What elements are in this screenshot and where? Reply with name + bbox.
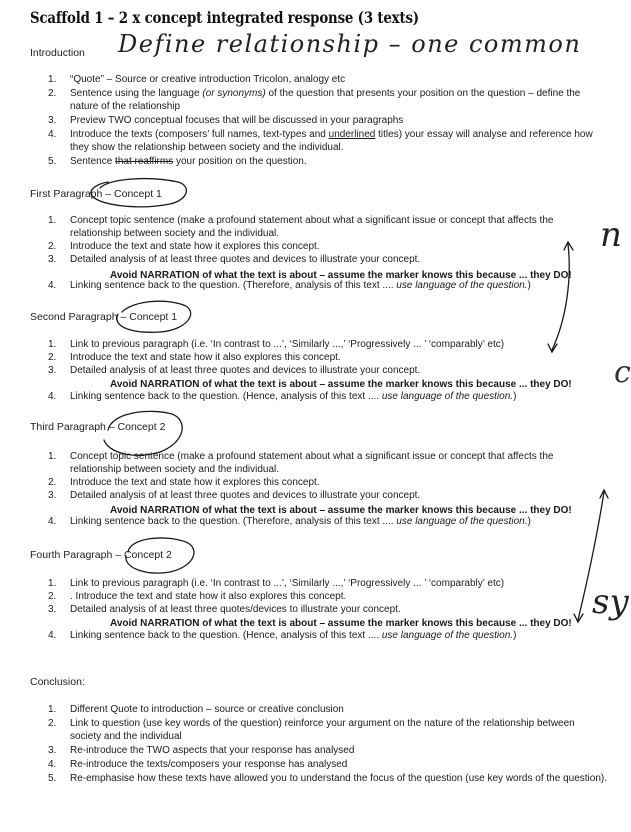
ink-arrow bbox=[600, 490, 608, 498]
narration-warning: Avoid NARRATION of what the text is about – assume the marker knows this because ... they DO! bbox=[110, 505, 572, 516]
second-paragraph-list bbox=[48, 338, 578, 403]
list-item: 3. Preview TWO conceptual focuses that will be discussed in your paragraphs bbox=[48, 115, 404, 126]
list-item: 3. Detailed analysis of at least three quotes and devices to illustrate your concept. bbox=[48, 490, 421, 501]
list-item: 4. Re-introduce the texts/composers your response has analysed bbox=[48, 759, 348, 770]
handwritten-margin-note: sy bbox=[592, 582, 629, 622]
list-item: 1. Link to previous paragraph (i.e. ‘In contrast to ...’, ‘Similarly ...,’ ‘Progressively ... ’ ‘comparably’ etc) bbox=[48, 339, 505, 350]
list-item: 2. Introduce the text and state how it explores this concept. bbox=[48, 477, 320, 488]
list-item: 1. Concept topic sentence (make a profound statement about what a significant issue or concept that affects the relationship between society and the individual. bbox=[48, 215, 554, 239]
list-item: 5. Re-emphasise how these texts have allowed you to understand the focus of the question (use key words of the question). bbox=[48, 773, 607, 784]
fourth-paragraph-list bbox=[48, 577, 578, 642]
list-item: 5. Sentence that reaffirms your position on the question. bbox=[48, 156, 307, 167]
narration-warning: Avoid NARRATION of what the text is about – assume the marker knows this because ... they DO! bbox=[110, 379, 572, 390]
list-item: 2. Sentence using the language (or synonyms) of the question that presents your position on the question – define the nature of the relationship bbox=[48, 88, 581, 112]
list-item: 3. Re-introduce the TWO aspects that your response has analysed bbox=[48, 745, 355, 756]
document-title: Scaffold 1 – 2 x concept integrated response (3 texts) bbox=[30, 8, 419, 27]
list-item: 2. Introduce the text and state how it explores this concept. bbox=[48, 241, 320, 252]
conclusion-list bbox=[48, 703, 608, 785]
list-item: 1. “Quote” – Source or creative introduction Tricolon, analogy etc bbox=[48, 74, 346, 85]
list-item: 2. Introduce the text and state how it also explores this concept. bbox=[48, 352, 341, 363]
introduction-list bbox=[48, 73, 608, 168]
list-item: 3. Detailed analysis of at least three quotes and devices to illustrate your concept. bbox=[48, 254, 421, 265]
list-item: 1. Link to previous paragraph (i.e. ‘In contrast to ...’, ‘Similarly ...,’ ‘Progressively ... ’ ‘comparably’ etc) bbox=[48, 578, 505, 589]
list-item: 4. Linking sentence back to the question. (Hence, analysis of this text .... use language of the question.) bbox=[48, 630, 517, 641]
handwritten-margin-note: n bbox=[600, 215, 622, 255]
narration-warning: Avoid NARRATION of what the text is about – assume the marker knows this because ... they DO! bbox=[110, 270, 572, 281]
narration-warning: Avoid NARRATION of what the text is about – assume the marker knows this because ... they DO! bbox=[110, 618, 572, 629]
conclusion-heading: Conclusion: bbox=[30, 676, 85, 688]
list-item: 4. Linking sentence back to the question. (Hence, analysis of this text .... use language of the question.) bbox=[48, 391, 517, 402]
handwritten-margin-note: c bbox=[614, 355, 631, 390]
list-item: 4. Linking sentence back to the question. (Therefore, analysis of this text .... use language of the question.) bbox=[48, 280, 531, 291]
list-item: 2. Link to question (use key words of the question) reinforce your argument on the nature of the relationship between society and the individual bbox=[48, 718, 575, 742]
second-paragraph-heading: Second Paragraph – Concept 1 bbox=[30, 311, 178, 323]
ink-circle bbox=[104, 411, 182, 455]
fourth-paragraph-heading: Fourth Paragraph – Concept 2 bbox=[30, 549, 172, 561]
list-item: 2. . Introduce the text and state how it also explores this concept. bbox=[48, 591, 347, 602]
list-item: 4. Introduce the texts (composers’ full names, text-types and underlined titles) your essay will analyse and reference how they show the relationship between society and the individual. bbox=[48, 129, 593, 153]
list-item: 4. Linking sentence back to the question. (Therefore, analysis of this text .... use language of the question.) bbox=[48, 516, 531, 527]
list-item: 3. Detailed analysis of at least three quotes/devices to illustrate your concept. bbox=[48, 604, 401, 615]
third-paragraph-heading: Third Paragraph – Concept 2 bbox=[30, 421, 166, 433]
list-item: 3. Detailed analysis of at least three quotes and devices to illustrate your concept. bbox=[48, 365, 421, 376]
first-paragraph-heading: First Paragraph – Concept 1 bbox=[30, 188, 162, 200]
introduction-heading: Introduction bbox=[30, 47, 85, 59]
third-paragraph-list bbox=[48, 450, 578, 528]
handwritten-intro-note: Define relationship – one common bbox=[118, 30, 582, 58]
list-item: 1. Different Quote to introduction – source or creative conclusion bbox=[48, 704, 344, 715]
list-item: 1. Concept topic sentence (make a profound statement about what a significant issue or concept that affects the relationship between society and the individual. bbox=[48, 451, 554, 475]
